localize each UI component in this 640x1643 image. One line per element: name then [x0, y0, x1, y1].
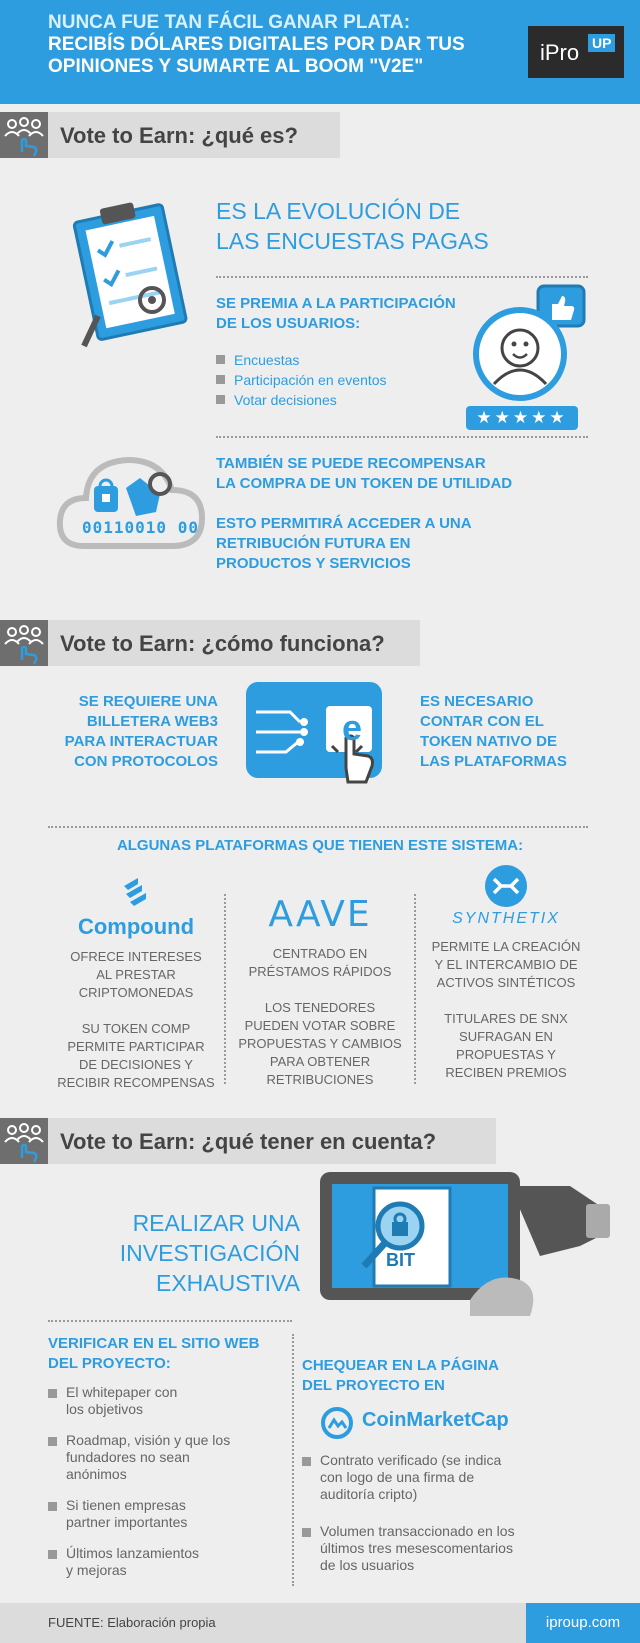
people-vote-icon: [0, 1118, 48, 1164]
section-header-como-funciona: [0, 620, 420, 666]
compound-extra: SU TOKEN COMP PERMITE PARTICIPAR DE DECISIONES Y RECIBIR RECOMPENSAS: [57, 1021, 215, 1090]
coinmarketcap-icon: [320, 1406, 354, 1440]
list-item: Roadmap, visión y que los fundadores no sean anónimos: [48, 1432, 288, 1483]
divider: [216, 276, 588, 278]
list-item: Si tienen empresas partner importantes: [48, 1497, 288, 1531]
people-vote-icon: [0, 112, 48, 158]
people-vote-icon: [0, 620, 48, 666]
divider: [216, 436, 588, 438]
wallet-text: SE REQUIERE UNA BILLETERA WEB3 PARA INTERACTUAR CON PROTOCOLOS: [64, 693, 218, 770]
premia-text: SE PREMIA A LA PARTICIPACIÓN DE LOS USUARIOS:: [216, 295, 456, 332]
column-divider: [292, 1334, 294, 1586]
synthetix-name: SYNTHETIX: [452, 910, 560, 927]
token-text: TAMBIÉN SE PUEDE RECOMPENSAR LA COMPRA DE UN TOKEN DE UTILIDAD: [216, 455, 513, 492]
user-rating-icon: [466, 284, 590, 437]
verify-list: [48, 1384, 288, 1593]
five-stars: ★★★★★: [476, 408, 568, 427]
binary-code: 00110010 00: [82, 518, 199, 537]
title-line-2: RECIBÍS DÓLARES DIGITALES POR DAR TUS: [48, 34, 465, 55]
column-divider: [224, 894, 226, 1084]
section-header-que-es: [0, 112, 340, 158]
future-text: ESTO PERMITIRÁ ACCEDER A UNA RETRIBUCIÓN FUTURA EN PRODUCTOS Y SERVICIOS: [216, 515, 472, 572]
headline-evolucion: ES LA EVOLUCIÓN DE LAS ENCUESTAS PAGAS: [216, 198, 489, 254]
logo-text: iPro: [540, 40, 580, 65]
cloud-security-icon: [56, 448, 206, 557]
synthetix-icon: [422, 864, 590, 908]
coinmarketcap-name: CoinMarketCap: [362, 1409, 509, 1431]
e-letter: e: [341, 707, 363, 748]
compound-desc: OFRECE INTERESES AL PRESTAR CRIPTOMONEDAS: [70, 949, 202, 1000]
platform-synthetix: [422, 864, 590, 1082]
aave-desc: CENTRADO EN PRÉSTAMOS RÁPIDOS: [248, 946, 392, 979]
list-item: Encuestas: [216, 350, 387, 370]
iproup-logo[interactable]: [528, 26, 624, 78]
title-line-1: NUNCA FUE TAN FÁCIL GANAR PLATA:: [48, 12, 411, 33]
native-token-text: ES NECESARIO CONTAR CON EL TOKEN NATIVO DE LAS PLATAFORMAS: [420, 693, 567, 770]
research-text: REALIZAR UNA INVESTIGACIÓN EXHAUSTIVA: [119, 1210, 300, 1296]
aave-name: AAVE: [268, 894, 372, 935]
synthetix-extra: TITULARES DE SNX SUFRAGAN EN PROPUESTAS Y RECIBEN PREMIOS: [444, 1011, 568, 1080]
site-link[interactable]: iproup.com: [526, 1603, 640, 1643]
web-click-icon: [246, 682, 386, 823]
list-item: Últimos lanzamientos y mejoras: [48, 1545, 288, 1579]
check-list: [302, 1452, 602, 1588]
verify-title: VERIFICAR EN EL SITIO WEB DEL PROYECTO:: [48, 1335, 260, 1372]
page-title: [48, 12, 498, 78]
bit-label: BIT: [386, 1250, 415, 1270]
platform-aave: [232, 894, 408, 1089]
compound-name: Compound: [77, 914, 195, 939]
synthetix-desc: PERMITE LA CREACIÓN Y EL INTERCAMBIO DE ACTIVOS SINTÉTICOS: [431, 939, 581, 990]
title-line-3: OPINIONES Y SUMARTE AL BOOM "V2E": [48, 56, 424, 77]
column-divider: [414, 894, 416, 1084]
aave-extra: LOS TENEDORES PUEDEN VOTAR SOBRE PROPUESTAS Y CAMBIOS PARA OBTENER RETRIBUCIONES: [238, 1000, 402, 1087]
header-banner: [0, 0, 640, 104]
list-item: Volumen transaccionado en los últimos tres mesescomentarios de los usuarios: [302, 1523, 602, 1574]
section-title: Vote to Earn: ¿cómo funciona?: [60, 631, 385, 656]
divider: [48, 1320, 292, 1322]
check-title: CHEQUEAR EN LA PÁGINA DEL PROYECTO EN: [302, 1357, 499, 1394]
platform-compound: [56, 874, 216, 1092]
premia-bullets: [216, 350, 387, 410]
platforms-title: ALGUNAS PLATAFORMAS QUE TIENEN ESTE SISTEMA:: [116, 837, 524, 854]
section-title: Vote to Earn: ¿qué es?: [60, 123, 298, 148]
phone-research-icon: [320, 1166, 620, 1321]
list-item: Participación en eventos: [216, 370, 387, 390]
clipboard-icon: [66, 196, 196, 361]
divider: [48, 826, 588, 828]
list-item: Votar decisiones: [216, 390, 387, 410]
section-header-que-tener: [0, 1118, 496, 1164]
footer: [0, 1603, 640, 1643]
source-note: FUENTE: Elaboración propia: [48, 1615, 216, 1630]
logo-badge: UP: [588, 34, 615, 52]
section-title: Vote to Earn: ¿qué tener en cuenta?: [60, 1129, 437, 1154]
list-item: Contrato verificado (se indica con logo de una firma de auditoría cripto): [302, 1452, 602, 1503]
list-item: El whitepaper con los objetivos: [48, 1384, 288, 1418]
